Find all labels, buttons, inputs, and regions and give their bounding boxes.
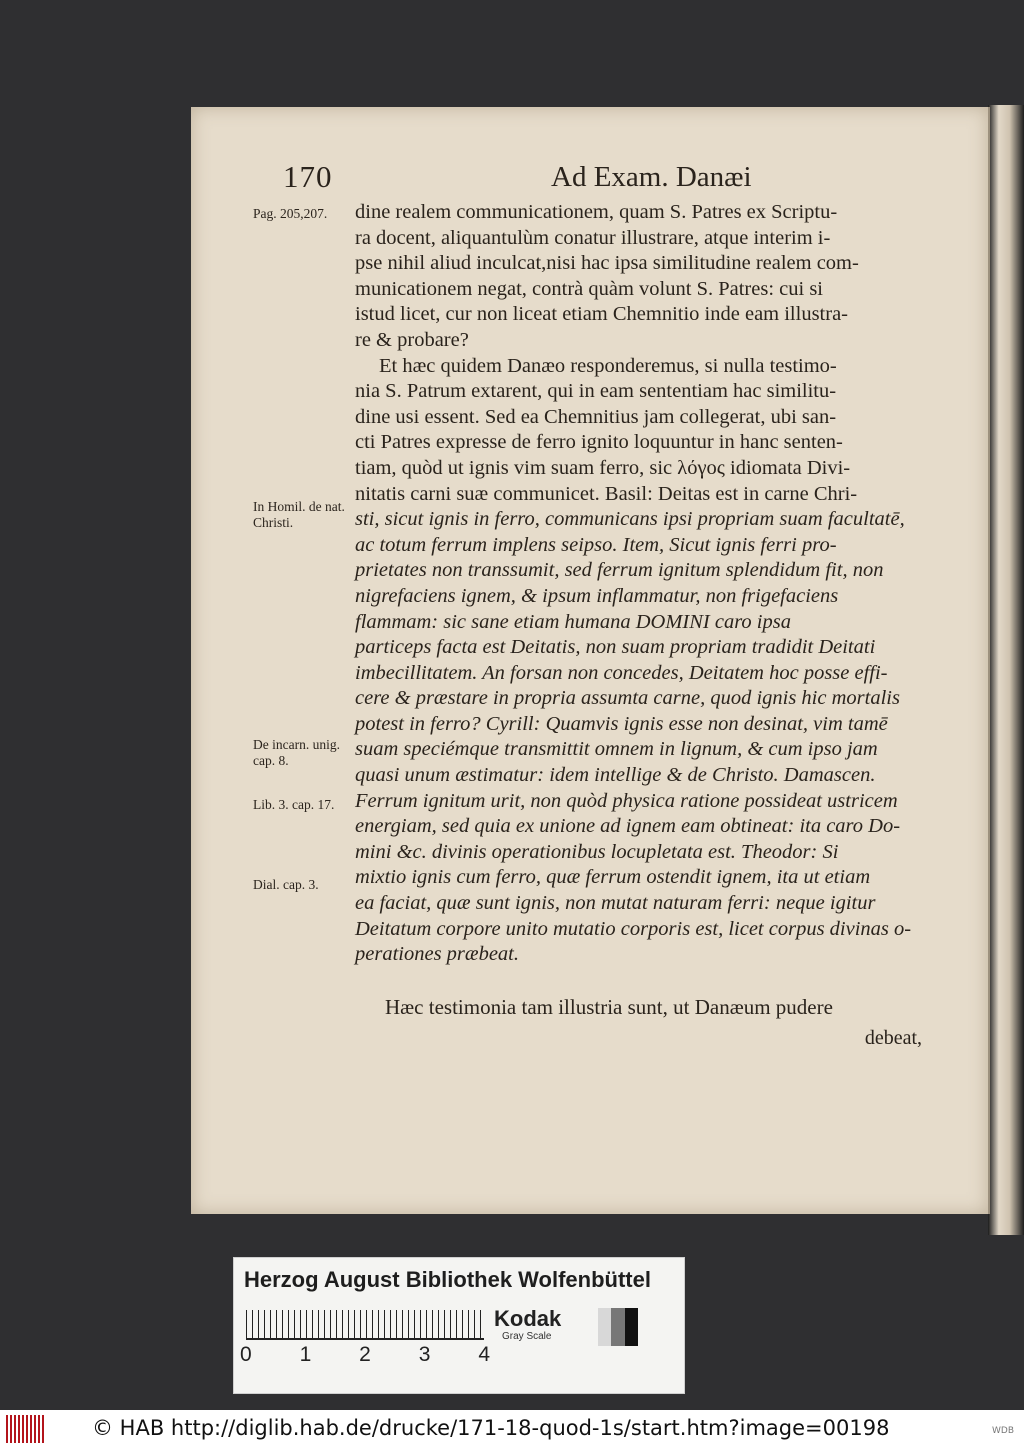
text-line: ac totum ferrum implens seipso. Item, Sicut ignis ferri pro- [355,533,837,556]
text-line: perationes præbeat. [355,943,519,966]
margin-note: Lib. 3. cap. 17. [253,797,335,812]
text-line: tiam, quòd ut ignis vim suam ferro, sic λόγος idiomata Divi- [355,456,851,479]
color-calibration-card [233,1257,685,1394]
catchword: debeat, [864,1027,922,1049]
ruler-number: 2 [359,1343,371,1366]
swatch-dark [625,1308,638,1346]
margin-note: Dial. cap. 3. [253,877,319,892]
text-line: mixtio ignis cum ferro, quæ ferrum ostendit ignem, ita ut etiam [355,866,871,889]
text-line: istud licet, cur non liceat etiam Chemnitio inde eam illustra- [355,303,849,326]
text-line: nia S. Patrum extarent, qui in eam sententiam hac similitu- [355,380,837,403]
closing-line: Hæc testimonia tam illustria sunt, ut Danæum pudere [385,995,833,1019]
text-line: flammam: sic sane etiam humana DOMINI caro ipsa [355,610,791,633]
text-line: mini &c. divinis operationibus locupletata est. Theodor: Si [355,840,839,863]
text-line: prietates non transsumit, sed ferrum ignitum splendidum fit, non [355,559,884,582]
swatch-mid [611,1308,624,1346]
ruler-number: 3 [418,1343,431,1366]
text-line: municationem negat, contrà quàm volunt S. Patres: cui si [355,277,823,300]
text-line: cti Patres expresse de ferro ignito loquuntur in hanc senten- [355,431,843,454]
ruler-number: 4 [478,1343,490,1366]
text-line: Ferrum ignitum urit, non quòd physica ratione possideat ustricem [355,789,898,812]
running-head: Ad Exam. Danæi [551,161,752,193]
text-line: particeps facta est Deitatis, non suam propriam tradidit Deitati [355,636,876,659]
ruler-numbers [240,1343,490,1367]
text-line: dine usi essent. Sed ea Chemnitius jam collegerat, ubi san- [355,405,837,428]
text-line: pse nihil aliud inculcat,nisi hac ipsa similitudine realem com- [355,252,859,275]
text-line: nitatis carni suæ communicet. Basil: Deitas est in carne Chri- [355,482,858,505]
kodak-logo: Kodak [494,1306,562,1331]
margin-note: Pag. 205,207. [253,206,328,221]
ruler-scale [246,1310,484,1340]
text-line: ra docent, aliquantulùm conatur illustrare, atque interim i- [355,226,831,249]
text-line: nigrefaciens ignem, & ipsum inflammatur, non frigefaciens [355,584,839,607]
text-line: potest in ferro? Cyrill: Quamvis ignis esse non desinat, vim tamē [355,712,888,735]
text-line: imbecillitatem. An forsan non concedes, Deitatem hoc posse effi- [355,661,888,684]
text-line: dine realem communicationem, quam S. Patres ex Scriptu- [355,201,838,223]
next-page-edge [988,105,1024,1235]
footer-corner-mark: WDB [991,1426,1014,1436]
text-line: cere & præstare in propria assumta carne, quod ignis hic mortalis [355,687,900,710]
ruler-number: 1 [299,1343,312,1366]
margin-note: In Homil. de nat. Christi. [253,499,345,530]
text-line: quasi unum æstimatur: idem intellige & de Christo. Damascen. [355,764,876,787]
footer-copyright-link[interactable]: © HAB http://diglib.hab.de/drucke/171-18-quod-1s/start.htm?image=00198 [92,1416,890,1440]
text-line: energiam, sed quia ex unione ad ignem eam obtineat: ita caro Do- [355,815,901,838]
ruler-number: 0 [240,1343,252,1366]
page-body [355,200,955,968]
page-number: 170 [283,159,333,194]
book-page [191,107,990,1214]
gray-swatches [598,1308,638,1346]
footer-bar [0,1410,1024,1449]
text-line: sti, sicut ignis in ferro, communicans ipsi propriam suam facultatē, [355,508,905,531]
text-line: Deitatum corpore unito mutatio corporis est, licet corpus divinas o- [355,917,912,940]
text-line: suam speciémque transmittit omnem in lignum, & cum ipso jam [355,738,878,761]
text-line: ea faciat, quæ sunt ignis, non mutat naturam ferri: neque igitur [355,892,876,915]
margin-note: De incarn. unig. cap. 8. [253,737,340,768]
swatch-light [598,1308,611,1346]
hab-logo-icon[interactable] [6,1415,46,1443]
text-line: Et hæc quidem Danæo responderemus, si nulla testimo- [379,354,837,377]
text-line: re & probare? [355,328,469,351]
page-header [191,159,988,199]
gray-scale-label: Gray Scale [502,1331,552,1342]
library-name: Herzog August Bibliothek Wolfenbüttel [244,1267,651,1292]
